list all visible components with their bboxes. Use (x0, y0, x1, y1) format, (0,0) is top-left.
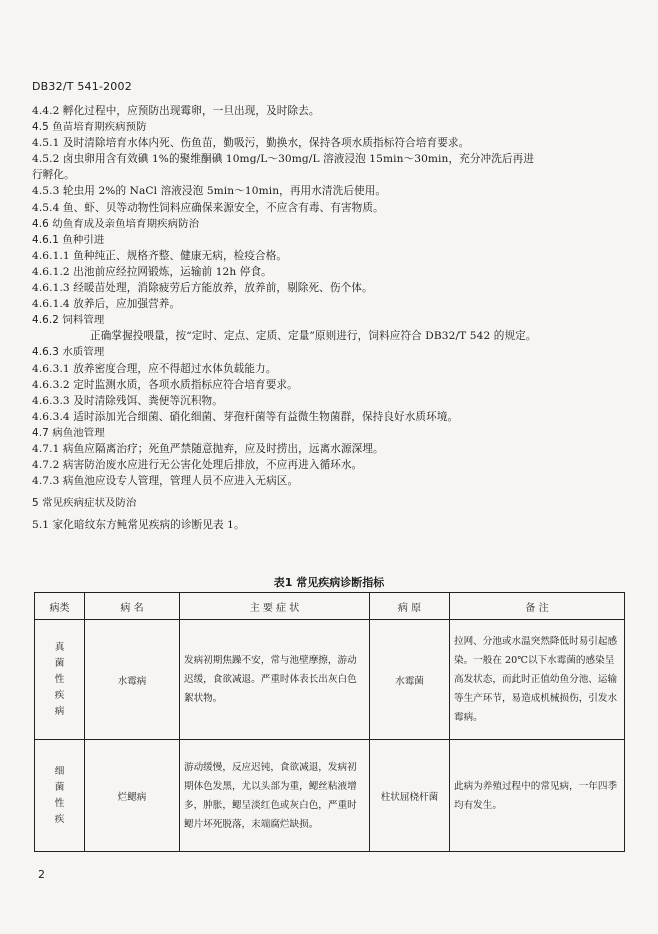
paragraph-line: 行孵化。 (32, 169, 75, 182)
paragraph-line: 4.5.1 及时清除培育水体内死、伤鱼苗，勤吸污，勤换水，保持各项水质指标符合培育要求。 (32, 137, 470, 150)
remarks-cell: 此病为养殖过程中的常见病，一年四季均有发生。 (450, 740, 625, 852)
body-text (32, 103, 632, 533)
table-title: 表1 常见疾病诊断指标 (273, 576, 385, 589)
page-number: 2 (38, 868, 45, 881)
table-header-row (35, 593, 625, 620)
paragraph-line: 4.6.3.1 放养密度合理，应不得超过水体负载能力。 (32, 362, 277, 375)
paragraph-line: 5.1 家化暗纹东方鲀常见疾病的诊断见表 1。 (32, 519, 245, 532)
diagnosis-table (34, 592, 625, 852)
category-cell: 细 菌 性 疾 (35, 740, 85, 852)
paragraph-line: 4.6.3.3 及时清除残饵、粪便等沉积物。 (32, 394, 223, 407)
section-heading: 4.6.2 饲料管理 (32, 314, 105, 327)
section-heading: 4.7 病鱼池管理 (32, 426, 105, 439)
remarks-cell: 拉网、分池或水温突然降低时易引起感染。一般在 20℃以下水霉菌的感染呈高发状态，而此时正值幼鱼分池、运输等生产环节，易造成机械损伤，引发水霉病。 (450, 620, 625, 740)
paragraph-line: 4.6.3.4 适时添加光合细菌、硝化细菌、芽孢杆菌等有益微生物菌群，保持良好水质环境。 (32, 410, 459, 423)
paragraph-line: 4.5.2 卤虫卵用含有效碘 1%的聚维酮碘 10mg/L～30mg/L 溶液浸泡 15min～30min，充分冲洗后再进 (32, 153, 535, 166)
section-heading: 4.6 幼鱼育成及亲鱼培育期疾病防治 (32, 217, 200, 230)
symptoms-cell: 发病初期焦躁不安，常与池壁摩擦，游动迟缓，食欲减退。严重时体表长出灰白色絮状物。 (180, 620, 370, 740)
table-row (35, 740, 625, 852)
col-header-name: 病 名 (85, 593, 180, 620)
col-header-pathogen: 病 原 (370, 593, 450, 620)
paragraph-line: 正确掌握投喂量，按“定时、定点、定质、定量”原则进行，饲料应符合 DB32/T 542 的规定。 (90, 330, 537, 343)
paragraph-line: 4.7.1 病鱼应隔离治疗；死鱼严禁随意抛弃，应及时捞出，远离水源深埋。 (32, 442, 384, 455)
paragraph-line: 4.4.2 孵化过程中，应预防出现霉卵，一旦出现，及时除去。 (32, 105, 320, 117)
paragraph-line: 4.5.3 轮虫用 2%的 NaCl 溶液浸泡 5min～10min，再用水清洗后使用。 (32, 185, 387, 198)
pathogen-cell: 水霉菌 (370, 620, 450, 740)
paragraph-line: 4.6.3.2 定时监测水质，各项水质指标应符合培育要求。 (32, 378, 298, 391)
col-header-remarks: 备 注 (450, 593, 625, 620)
table-row (35, 620, 625, 740)
disease-name-cell: 水霉病 (85, 620, 180, 740)
disease-name-cell: 烂鳃病 (85, 740, 180, 852)
col-header-category: 病类 (35, 593, 85, 620)
paragraph-line: 4.6.1.4 放养后，应加强营养。 (32, 298, 181, 311)
symptoms-cell: 游动缓慢，反应迟钝，食欲减退，发病初期体色发黑，尤以头部为重，鳃丝粘液增多，肿胀，鳃呈淡红色或灰白色，严重时鳃片坏死脱落，末端腐烂缺损。 (180, 740, 370, 852)
section-heading: 4.5 鱼苗培育期疾病预防 (32, 121, 147, 134)
paragraph-line: 4.5.4 鱼、虾、贝等动物性饲料应确保来源安全，不应含有毒、有害物质。 (32, 201, 384, 214)
standard-code: DB32/T 541-2002 (32, 80, 132, 93)
col-header-symptoms: 主 要 症 状 (180, 593, 370, 620)
paragraph-line: 4.7.3 病鱼池应设专人管理，管理人员不应进入无病区。 (32, 475, 299, 488)
paragraph-line: 4.6.1.2 出池前应经拉网锻炼，运输前 12h 停食。 (32, 265, 272, 278)
category-cell: 真 菌 性 疾 病 (35, 620, 85, 740)
section-heading: 5 常见疾病症状及防治 (32, 497, 137, 510)
pathogen-cell: 柱状屈桡杆菌 (370, 740, 450, 852)
paragraph-line: 4.6.1.1 鱼种纯正、规格齐整、健康无病，检疫合格。 (32, 249, 288, 262)
section-heading: 4.6.3 水质管理 (32, 346, 105, 359)
paragraph-line: 4.6.1.3 经暖苗处理，消除疲劳后方能放养，放养前，剔除死、伤个体。 (32, 282, 373, 295)
paragraph-line: 4.7.2 病害防治废水应进行无公害化处理后排放，不应再进入循环水。 (32, 459, 363, 472)
section-heading: 4.6.1 鱼种引进 (32, 233, 105, 246)
